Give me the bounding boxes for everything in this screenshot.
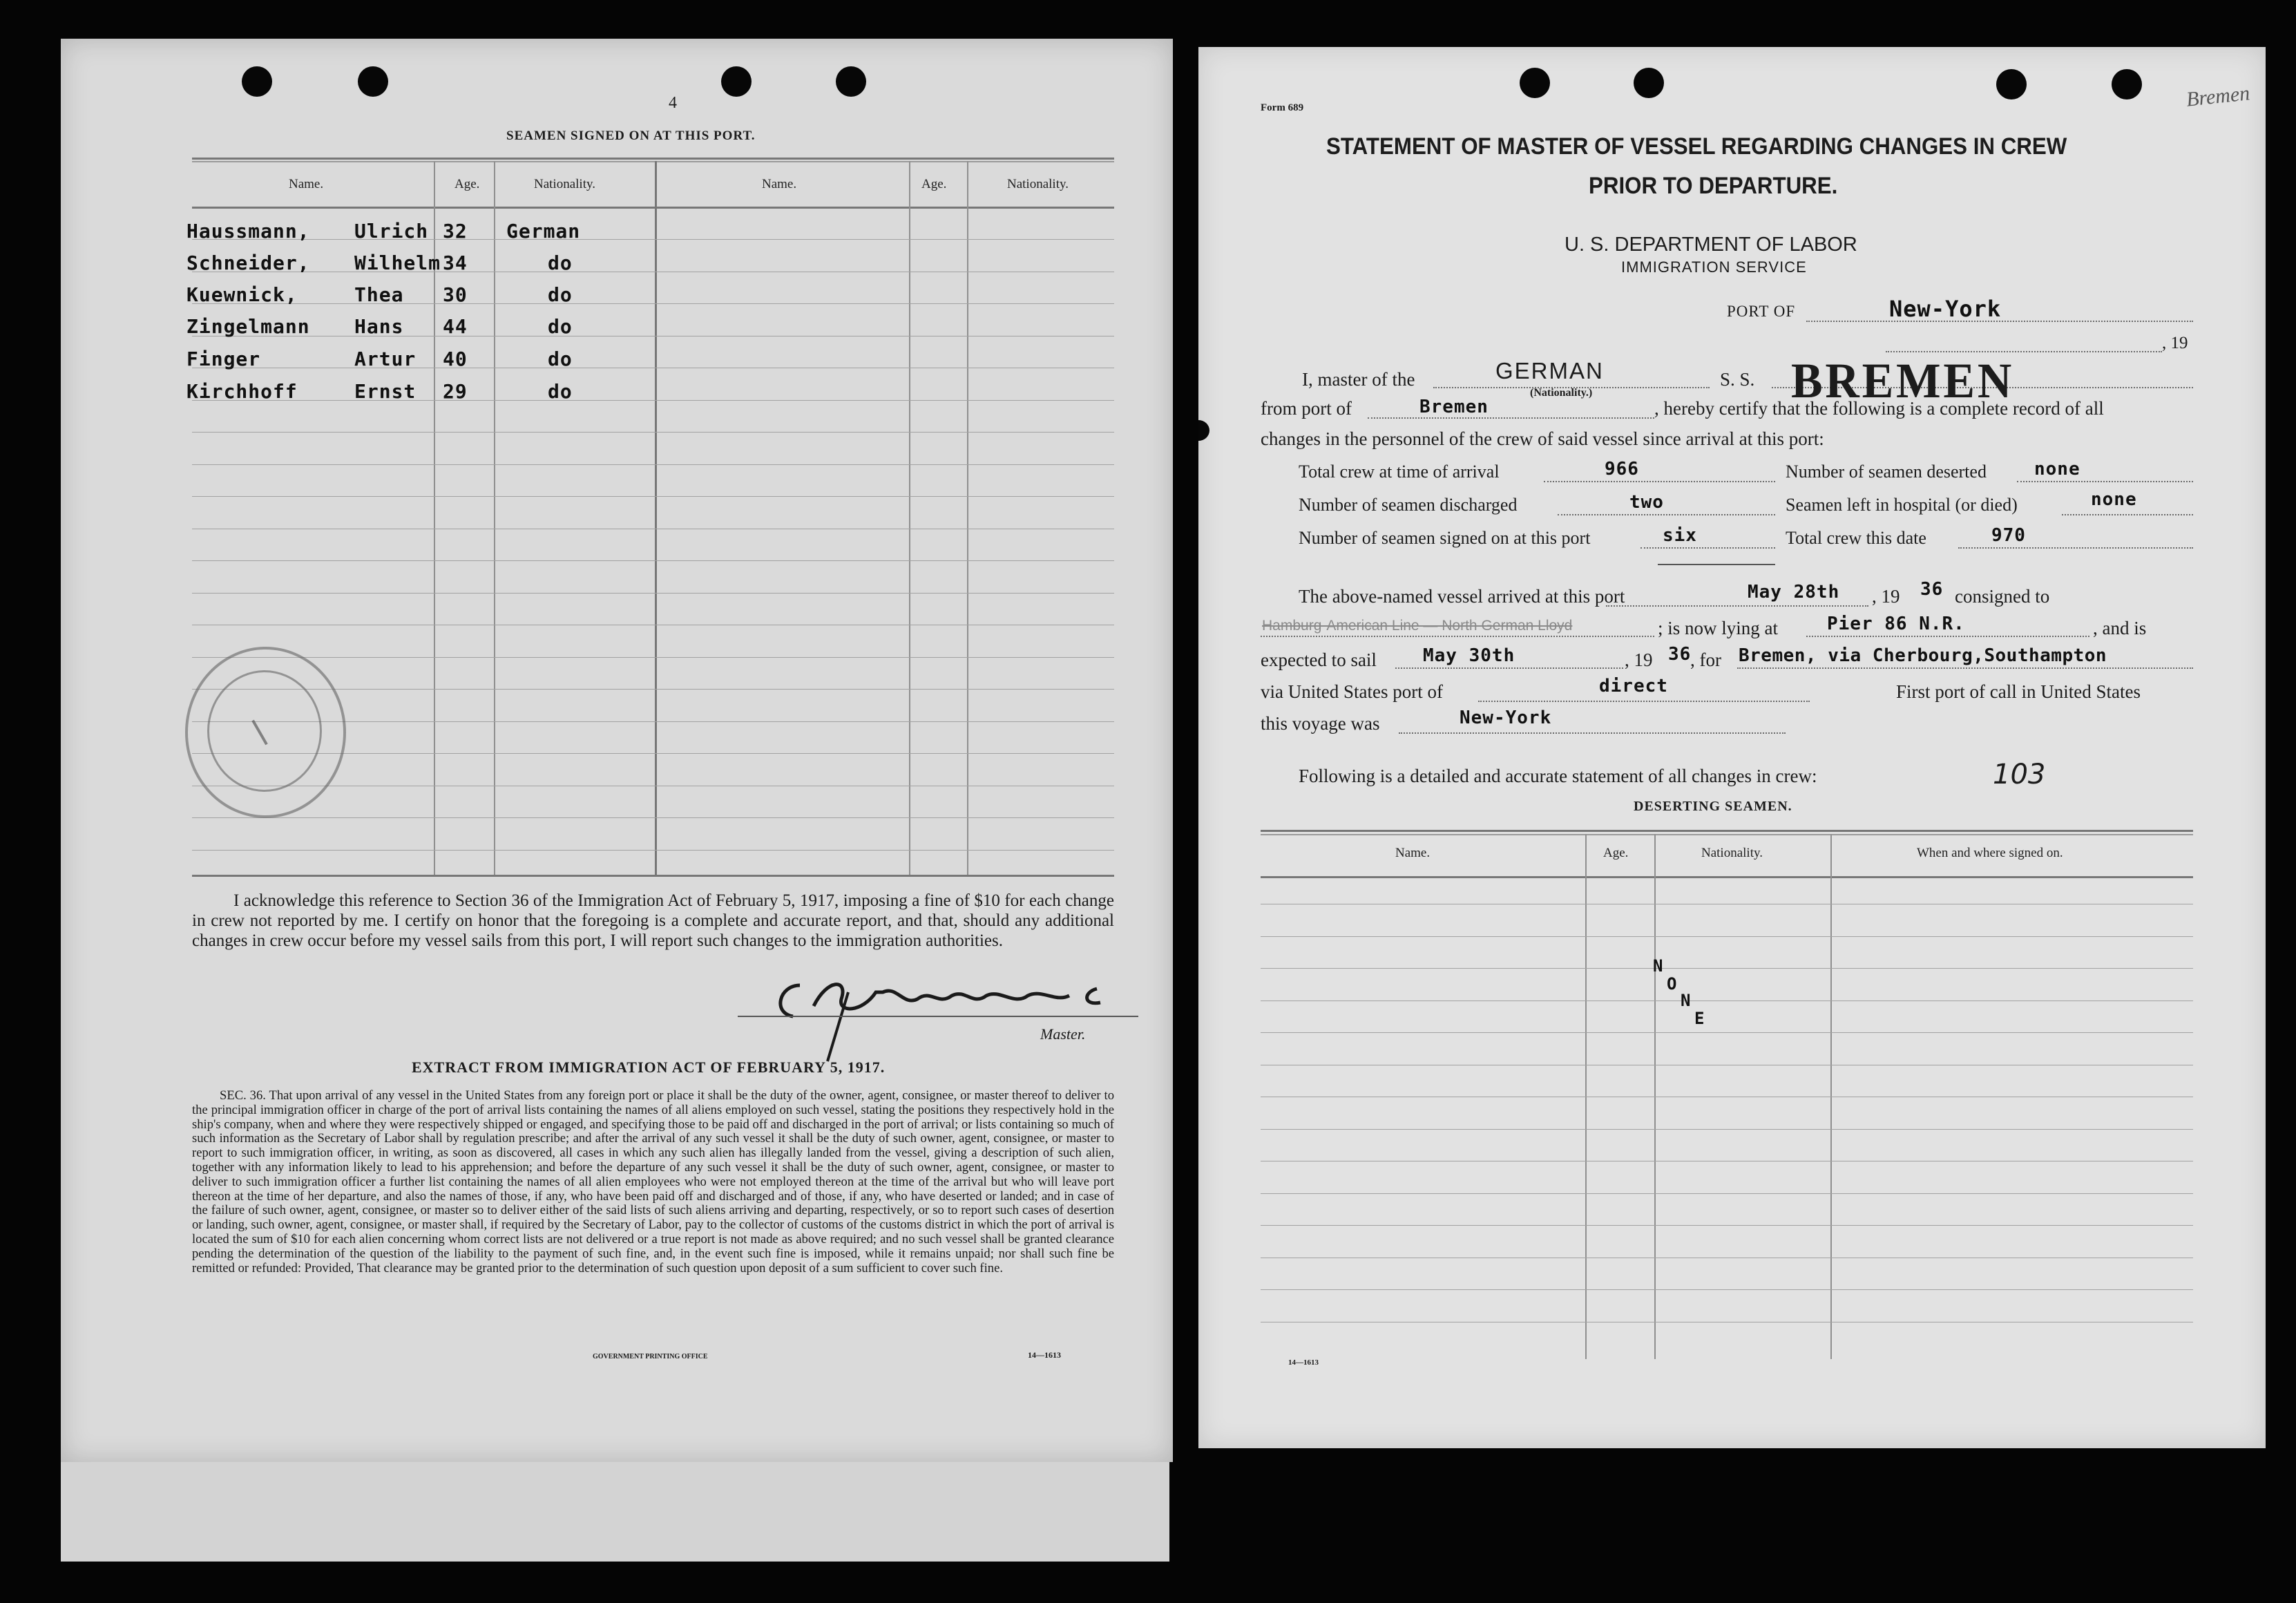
arrived-date: May 28th [1748,582,1840,603]
changes-text: changes in the personnel of the crew of said vessel since arrival at this port: [1261,428,1824,449]
table-rule-line [192,850,1114,851]
row-age: 34 [443,252,468,274]
punch-hole [1996,69,2027,99]
row-age: 40 [443,348,468,370]
immigration-stamp [185,647,346,818]
table-rule-line [1261,968,2193,969]
sail-date: May 30th [1423,645,1515,666]
total-date-value: 970 [1991,525,2026,546]
via-value: direct [1599,676,1668,696]
handwritten-count: 103 [1993,759,2046,790]
sail-year-prefix: , 19 [1625,649,1653,670]
arrived-year-prefix: , 19 [1872,586,1900,607]
hospital-label: Seamen left in hospital (or died) [1786,495,2018,515]
punch-hole [2112,69,2142,99]
service-name: IMMIGRATION SERVICE [1621,258,1807,276]
table-rule-line [192,303,1114,304]
from-port-value: Bremen [1419,397,1489,417]
voyage-value: New-York [1460,708,1552,728]
ship-name: BREMEN [1791,353,2015,408]
col-header-nationality-2: Nationality. [1007,177,1069,191]
discharged-value: two [1629,492,1664,513]
row-surname: Kuewnick, [186,283,298,306]
table-rule-line [1261,1225,2193,1226]
row-given-name: Artur [354,348,417,370]
signed-on-value: six [1663,525,1697,546]
col-header-nationality: Nationality. [1701,846,1763,860]
form-number: Form 689 [1261,102,1304,113]
table-rule-line [1261,1129,2193,1130]
row-nationality: do [548,315,573,338]
col-header-when-where: When and where signed on. [1917,846,2063,860]
expected-label: expected to sail [1261,649,1377,670]
col-header-name: Name. [289,177,324,191]
page-title: SEAMEN SIGNED ON AT THIS PORT. [506,129,756,143]
corner-annotation: Bremen [2185,82,2251,111]
punch-hole [242,66,272,97]
ss-label: S. S. [1720,369,1755,390]
row-age: 44 [443,315,468,338]
punch-hole [836,66,866,97]
row-age: 29 [443,380,468,403]
voyage-label: this voyage was [1261,713,1380,734]
row-nationality: do [548,252,573,274]
col-header-age-2: Age. [921,177,947,191]
port-label: PORT OF [1727,303,1796,320]
row-nationality: German [506,220,581,243]
row-given-name: Ernst [354,380,417,403]
punch-hole [1198,420,1209,441]
date-year-prefix: , 19 [2162,334,2188,352]
form-title-line-1: STATEMENT OF MASTER OF VESSEL REGARDING CHANGES IN CREW [1326,133,2067,160]
deserted-label: Number of seamen deserted [1786,462,1987,482]
table-rule-line [192,817,1114,818]
punch-hole [721,66,752,97]
table-rule-line [1261,1000,2193,1001]
port-value: New-York [1889,296,2002,322]
table-rule-line [192,496,1114,497]
punch-hole [358,66,388,97]
via-label: via United States port of [1261,681,1443,702]
nationality-caption: (Nationality.) [1530,387,1593,399]
col-header-name: Name. [1395,846,1431,860]
col-header-nationality: Nationality. [534,177,595,191]
lying-label: ; is now lying at [1658,618,1778,638]
form-code: 14—1613 [1028,1350,1061,1360]
nationality-value: GERMAN [1495,358,1604,383]
printer-credit: GOVERNMENT PRINTING OFFICE [593,1353,708,1360]
extract-text: SEC. 36. That upon arrival of any vessel in the United States from any foreign port or place it shall be the duty of the owner, agent, consignee, or master thereof to deliver to the principal immigration officer in charge of the port of arrival lists containing the names of all aliens employed on such vessel, stating the positions they respectively hold in the ship's company, when and where they were respectively shipped or engaged, and specifying those to be paid off and discharged in the port of arrival; or lists containing so much of such information as the Secretary of Labor shall by regulation prescribe; and after the arrival of any such vessel it shall be the duty of such owner, agent, consignee, or master to report to such immigration officer, in writing, as soon as discovered, all cases in which any such alien has illegally landed from the vessel, giving a description of such alien, together with any information likely to lead to his apprehension; and before the departure of any such vessel it shall be the duty of such owner, agent, consignee, or master to deliver to such immigration officer a further list containing the names of all alien employees who were not employed thereon at the time of the arrival but who will leave port thereon at the time of her departure, and also the names of those, if any, who have been paid off and discharged and of those, if any, who have deserted or landed; and in case of the failure of such owner, agent, consignee, or master so to deliver either of the said lists of such aliens arriving and departing, respectively, or so to report such cases of desertion or landing, such owner, agent, consignee, or master shall, if required by the Secretary of Labor, pay to the collector of customs of the customs district in which the port of arrival is located the sum of $10 for each alien concerning whom correct lists are not delivered or a true report is not made as above required; and no such vessel shall be granted clearance pending the determination of the question of the liability to the payment of such fine, and, in the event such fine is imposed, while it remains unpaid; nor shall such fine be remitted or refunded: Provided, That clearance may be granted prior to the determination of such question upon deposit of a sum sufficient to cover such fine. [192,1088,1114,1275]
none-letter-n: N [1653,956,1664,976]
row-surname: Zingelmann [186,315,310,338]
destination: Bremen, via Cherbourg,Southampton [1739,645,2107,666]
row-given-name: Thea [354,283,404,306]
row-surname: Finger [186,348,261,370]
col-header-age: Age. [455,177,480,191]
arrived-year: 36 [1920,579,1944,600]
total-arrival-value: 966 [1605,459,1639,480]
row-nationality: do [548,283,573,306]
and-is-label: , and is [2093,618,2147,638]
row-surname: Kirchhoff [186,380,298,403]
table-rule-line [1261,1193,2193,1194]
table-rule-line [192,239,1114,240]
row-surname: Haussmann, [186,220,310,243]
extract-title: EXTRACT FROM IMMIGRATION ACT OF FEBRUARY 5, 1917. [412,1059,886,1076]
total-date-label: Total crew this date [1786,528,1926,548]
punch-hole [1520,68,1550,98]
arrived-label: The above-named vessel arrived at this port [1299,586,1625,607]
from-port-label: from port of [1261,398,1352,419]
row-age: 30 [443,283,468,306]
master-of-the-label: I, master of the [1302,369,1415,390]
consigned-label: consigned to [1955,586,2050,607]
hospital-value: none [2091,489,2137,510]
signed-on-label: Number of seamen signed on at this port [1299,528,1591,548]
none-letter-n-2: N [1681,991,1692,1010]
first-port-label: First port of call in United States [1896,681,2141,702]
none-letter-e: E [1694,1009,1705,1028]
acknowledgement-text: I acknowledge this reference to Section 36 of the Immigration Act of February 5, 1917, imposing a fine of $10 for each change in crew not reported by me. I certify on honor that the foregoing is a complete and accurate report, and that, should any additional changes in crew occur before my vessel sails from this port, I will report such changes to the immigration authorities. [192,891,1114,950]
row-surname: Schneider, [186,252,310,274]
form-title-line-2: PRIOR TO DEPARTURE. [1589,173,1838,199]
total-arrival-label: Total crew at time of arrival [1299,462,1500,482]
following-label: Following is a detailed and accurate statement of all changes in crew: [1299,766,1817,786]
left-page [61,39,1173,1462]
table-rule-line [192,657,1114,658]
page-number: 4 [669,94,677,112]
master-signature [724,965,1152,1068]
master-label: Master. [1040,1025,1086,1043]
row-age: 32 [443,220,468,243]
form-code: 14—1613 [1288,1358,1319,1367]
row-given-name: Wilhelm [354,252,441,274]
none-letter-o: O [1667,974,1678,994]
row-given-name: Hans [354,315,404,338]
table-rule-line [1261,1032,2193,1033]
col-header-age: Age. [1603,846,1629,860]
table-row [186,220,310,243]
right-page [1198,47,2266,1448]
for-label: , for [1690,649,1721,670]
table-rule-line [192,464,1114,465]
discharged-label: Number of seamen discharged [1299,495,1518,515]
department-name: U. S. DEPARTMENT OF LABOR [1565,234,1857,256]
row-nationality: do [548,380,573,403]
col-header-name-2: Name. [762,177,797,191]
consignee: Hamburg-American Line — North German Lloyd [1262,618,1573,634]
section-title: DESERTING SEAMEN. [1634,799,1792,814]
table-rule-line [192,400,1114,401]
certify-text: , hereby certify that the following is a complete record of all [1654,398,2104,419]
table-rule-line [192,432,1114,433]
table-rule-line [192,593,1114,594]
row-given-name: Ulrich [354,220,429,243]
deserted-value: none [2034,459,2080,480]
lying-value: Pier 86 N.R. [1827,614,1965,634]
table-rule-line [1261,1289,2193,1290]
table-rule-line [1261,936,2193,937]
sail-year: 36 [1668,644,1692,665]
row-nationality: do [548,348,573,370]
punch-hole [1634,68,1664,98]
table-rule-line [192,560,1114,561]
